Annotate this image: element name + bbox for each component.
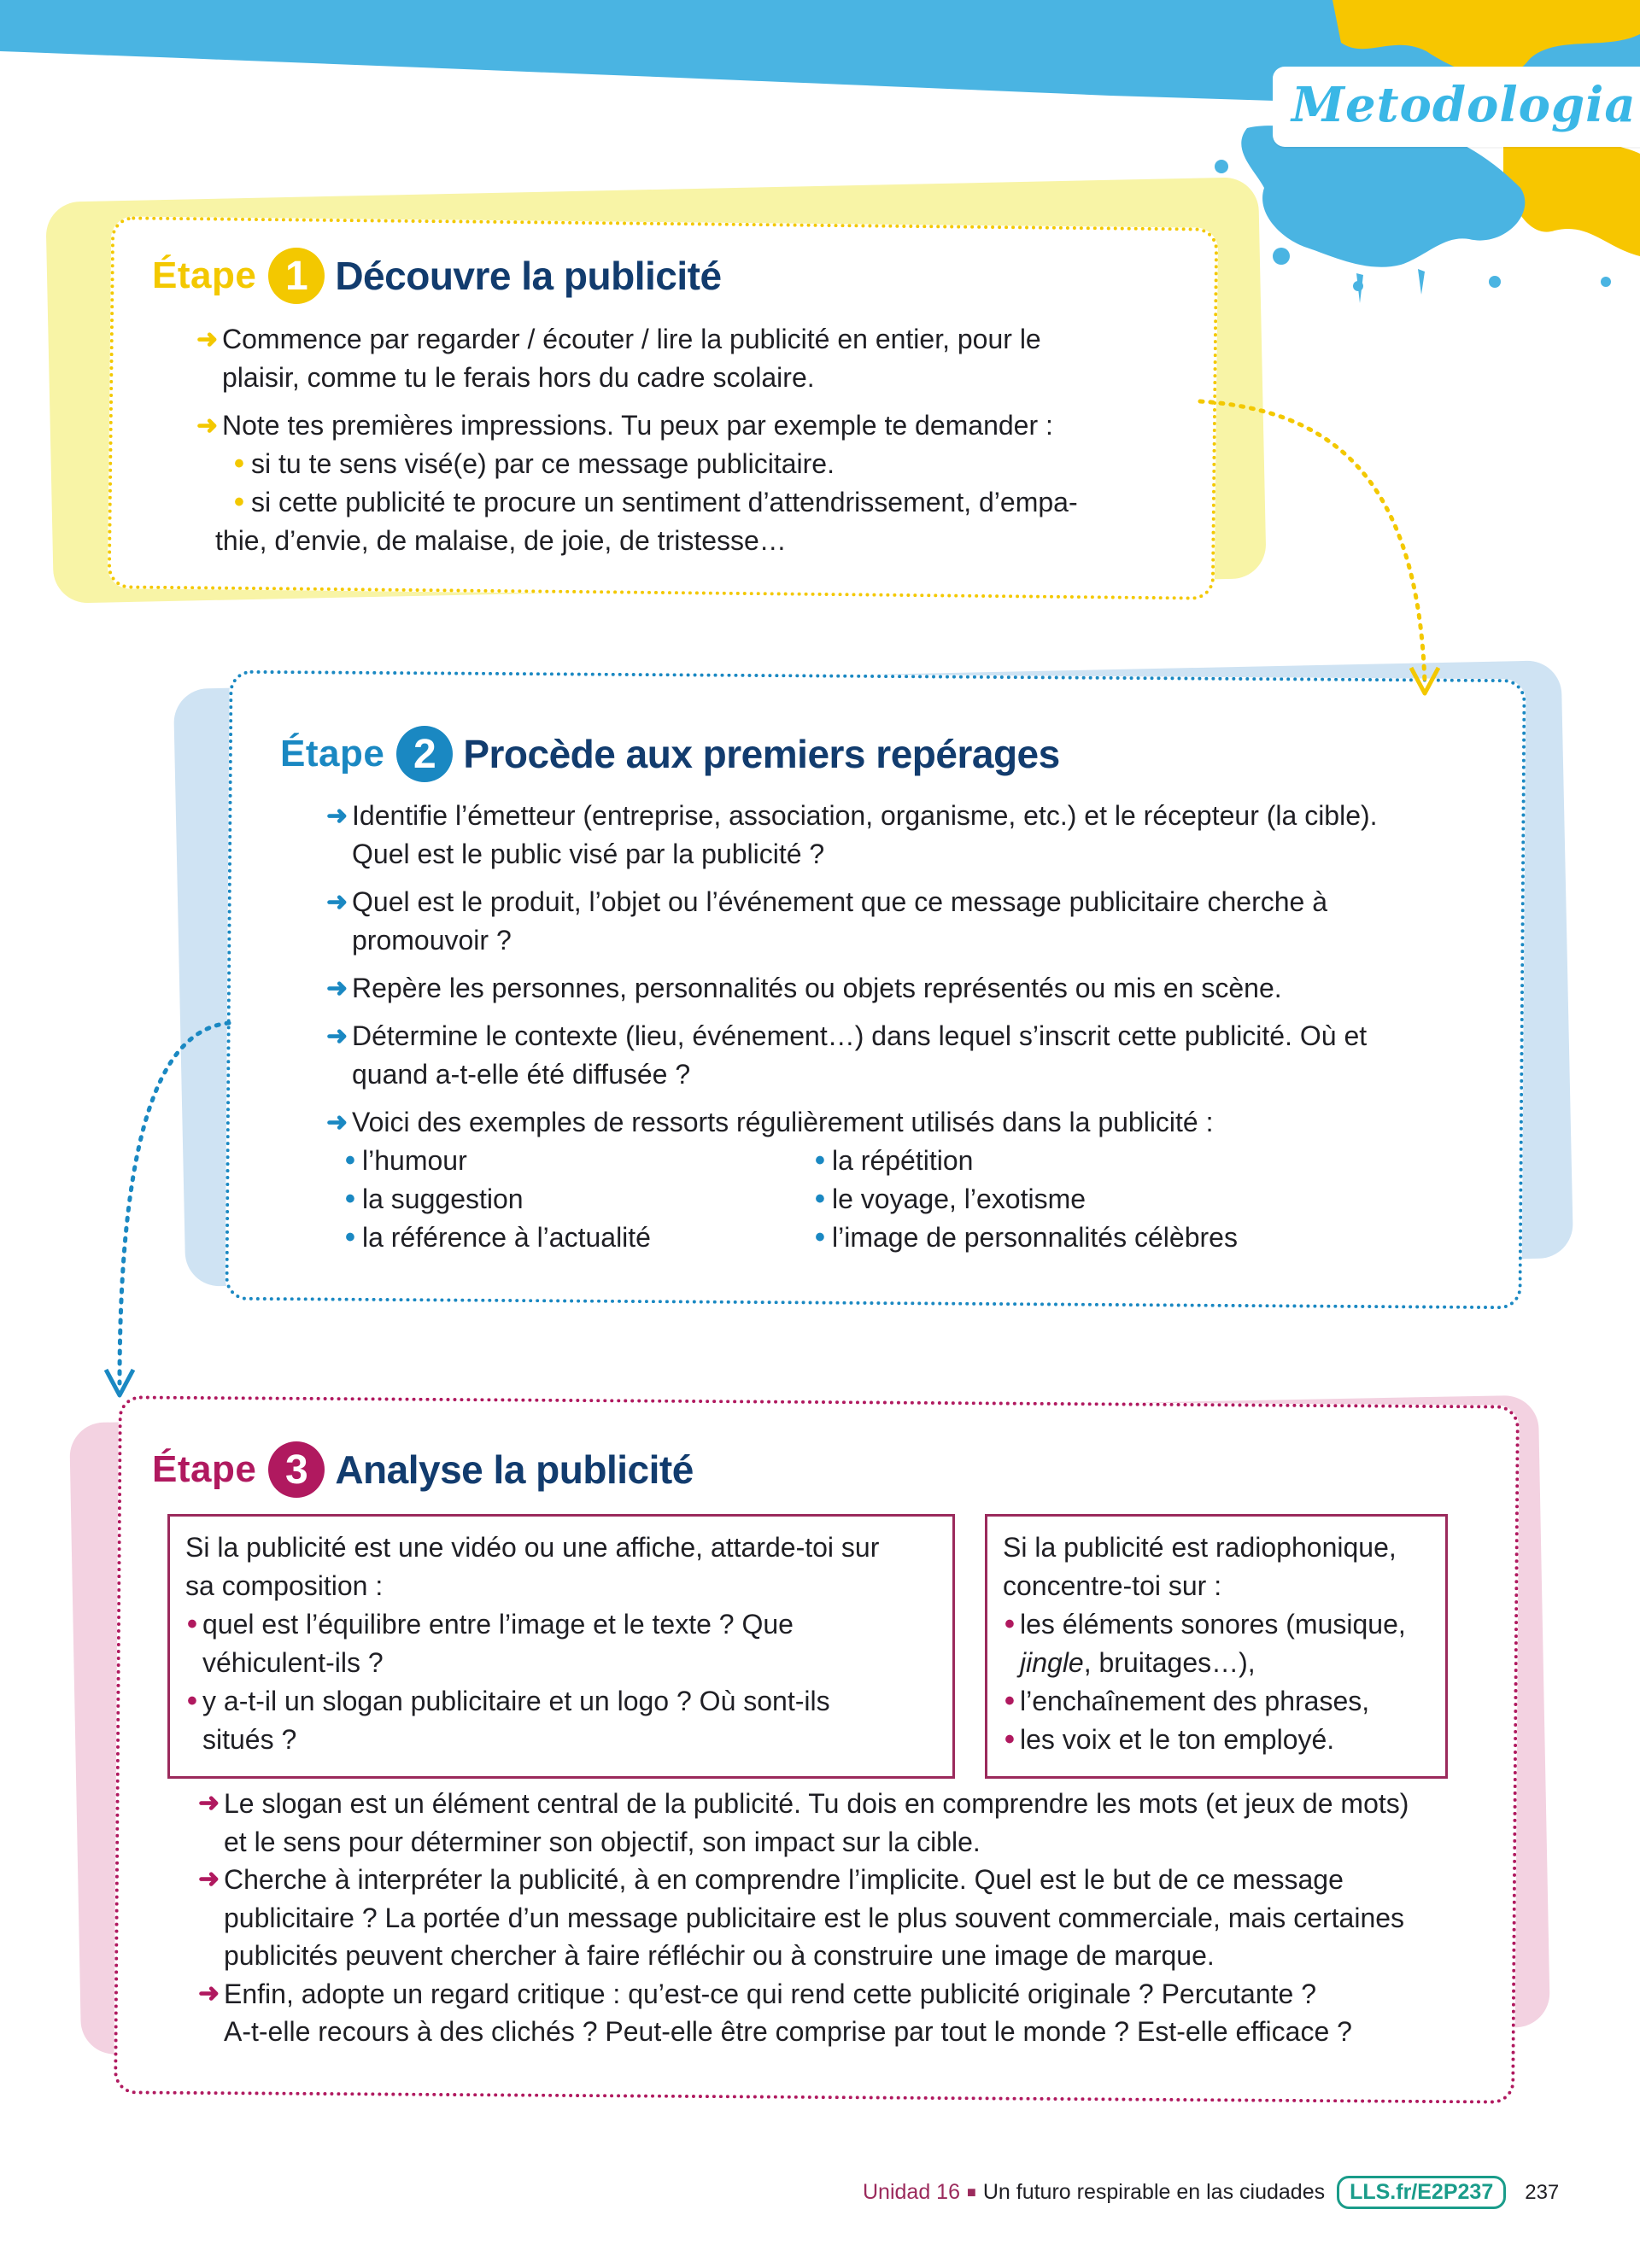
step1-content: [196, 320, 1179, 560]
step2-word: Étape: [280, 733, 385, 775]
step3-number: 3: [268, 1441, 325, 1498]
connector-2-3-head: [106, 1370, 133, 1395]
radio-box: Si la publicité est radiophonique, concentre-toi sur : • les éléments sonores (musique, jingle, bruitages…), • l’enchaînement des phrases, • les voix et le ton employé.: [985, 1514, 1448, 1779]
ressort-item: • l’humour: [343, 1142, 813, 1180]
resource-link[interactable]: LLS.fr/E2P237: [1337, 2176, 1506, 2209]
step1-word: Étape: [152, 254, 257, 296]
box-bullet: • les voix et le ton employé.: [1003, 1721, 1430, 1759]
bullet-icon: •: [187, 1608, 197, 1640]
step3-heading: [152, 1441, 694, 1498]
step1-number: 1: [268, 248, 325, 304]
arrow-icon: ➜: [326, 1108, 348, 1137]
arrow-icon: ➜: [326, 888, 348, 916]
step1-heading: [152, 248, 722, 304]
page-number: 237: [1525, 2180, 1560, 2204]
step3-word: Étape: [152, 1448, 257, 1490]
step2-item: ➜ Identifie l’émetteur (entreprise, association, organisme, etc.) et le récepteur (la cible). Quel est le public visé par la publicité ?: [326, 797, 1505, 874]
ressort-item: • la répétition: [813, 1142, 1411, 1180]
video-poster-box: Si la publicité est une vidéo ou une affiche, attarde-toi sur sa composition : • quel est l’équilibre entre l’image et le texte ? Que véhiculent-ils ? • y a-t-il un slogan publicitaire et un logo ? Où sont-ils situés ?: [167, 1514, 955, 1779]
arrow-icon: ➜: [196, 325, 219, 354]
box-bullet: • les éléments sonores (musique,: [1003, 1605, 1430, 1644]
bullet-icon: •: [345, 1144, 355, 1177]
step3-item: ➜ Enfin, adopte un regard critique : qu’est-ce qui rend cette publicité originale ? Percutante ? A-t-elle recours à des clichés ? Peut-elle être comprise par tout le monde ? Est-elle efficace ?: [198, 1975, 1479, 2051]
step2-item: ➜ Détermine le contexte (lieu, événement…) dans lequel s’inscrit cette publicité. Où et quand a-t-elle été diffusée ?: [326, 1017, 1505, 1094]
bullet-icon: •: [234, 447, 244, 480]
unit-label: Unidad 16: [863, 2180, 960, 2204]
step1-bullet: • si cette publicité te procure un sentiment d’attendrissement, d’empa-: [232, 483, 1179, 522]
step1-title: Découvre la publicité: [335, 254, 722, 298]
bullet-icon: •: [234, 486, 244, 518]
step1-item: ➜ Commence par regarder / écouter / lire la publicité en entier, pour le plaisir, comme tu le ferais hors du cadre scolaire.: [196, 320, 1179, 397]
step3-item: ➜ Cherche à interpréter la publicité, à en comprendre l’implicite. Quel est le but de ce message publicitaire ? La portée d’un message publicitaire est le plus souvent commerciale, mais certaines publicités peuvent chercher à faire réfléchir ou à construire une image de marque.: [198, 1861, 1479, 1975]
arrow-icon: ➜: [196, 412, 219, 440]
bullet-icon: •: [1004, 1723, 1015, 1756]
ressort-item: • le voyage, l’exotisme: [813, 1180, 1411, 1219]
arrow-icon: ➜: [326, 974, 348, 1002]
step2-item: ➜ Voici des exemples de ressorts régulièrement utilisés dans la publicité :: [326, 1103, 1505, 1142]
step2-heading: [280, 726, 1060, 782]
box-bullet: • y a-t-il un slogan publicitaire et un logo ? Où sont-ils: [185, 1682, 937, 1721]
step3-title: Analyse la publicité: [335, 1447, 694, 1492]
step3-content: [198, 1785, 1479, 2051]
unit-title: Un futuro respirable en las ciudades: [982, 2180, 1326, 2204]
step2-title: Procède aux premiers repérages: [463, 732, 1060, 776]
page-footer: [863, 2176, 1559, 2209]
separator-icon: ■: [966, 2183, 976, 2201]
box-bullet: • quel est l’équilibre entre l’image et le texte ? Que: [185, 1605, 937, 1644]
arrow-icon: ➜: [198, 1865, 220, 1893]
ressort-item: • la suggestion: [343, 1180, 813, 1219]
bullet-icon: •: [815, 1221, 825, 1254]
step1-bullet-cont: thie, d’envie, de malaise, de joie, de tristesse…: [215, 525, 787, 556]
bullet-icon: •: [345, 1221, 355, 1254]
step2-item: ➜ Quel est le produit, l’objet ou l’événement que ce message publicitaire cherche à promouvoir ?: [326, 883, 1505, 960]
step3-item: ➜ Le slogan est un élément central de la publicité. Tu dois en comprendre les mots (et jeux de mots) et le sens pour déterminer son objectif, son impact sur la cible.: [198, 1785, 1479, 1861]
step2-item: ➜ Repère les personnes, personnalités ou objets représentés ou mis en scène.: [326, 969, 1505, 1008]
bullet-icon: •: [187, 1685, 197, 1717]
section-title: Metodologia: [1292, 77, 1637, 133]
arrow-icon: ➜: [326, 802, 348, 830]
bullet-icon: •: [1004, 1685, 1015, 1717]
ressort-item: • l’image de personnalités célèbres: [813, 1219, 1411, 1257]
section-tab: [1273, 67, 1640, 147]
step1-bullet: • si tu te sens visé(e) par ce message publicitaire.: [232, 445, 1179, 483]
step1-item: ➜ Note tes premières impressions. Tu peux par exemple te demander :: [196, 406, 1179, 445]
box-bullet: • l’enchaînement des phrases,: [1003, 1682, 1430, 1721]
bullet-icon: •: [345, 1183, 355, 1215]
arrow-icon: ➜: [198, 1789, 220, 1817]
bullet-icon: •: [815, 1144, 825, 1177]
bullet-icon: •: [1004, 1608, 1015, 1640]
step2-content: [326, 797, 1505, 1257]
arrow-icon: ➜: [326, 1022, 348, 1050]
step2-number: 2: [396, 726, 453, 782]
ressorts-list: [326, 1142, 1505, 1257]
arrow-icon: ➜: [198, 1979, 220, 2008]
bullet-icon: •: [815, 1183, 825, 1215]
ressort-item: • la référence à l’actualité: [343, 1219, 813, 1257]
